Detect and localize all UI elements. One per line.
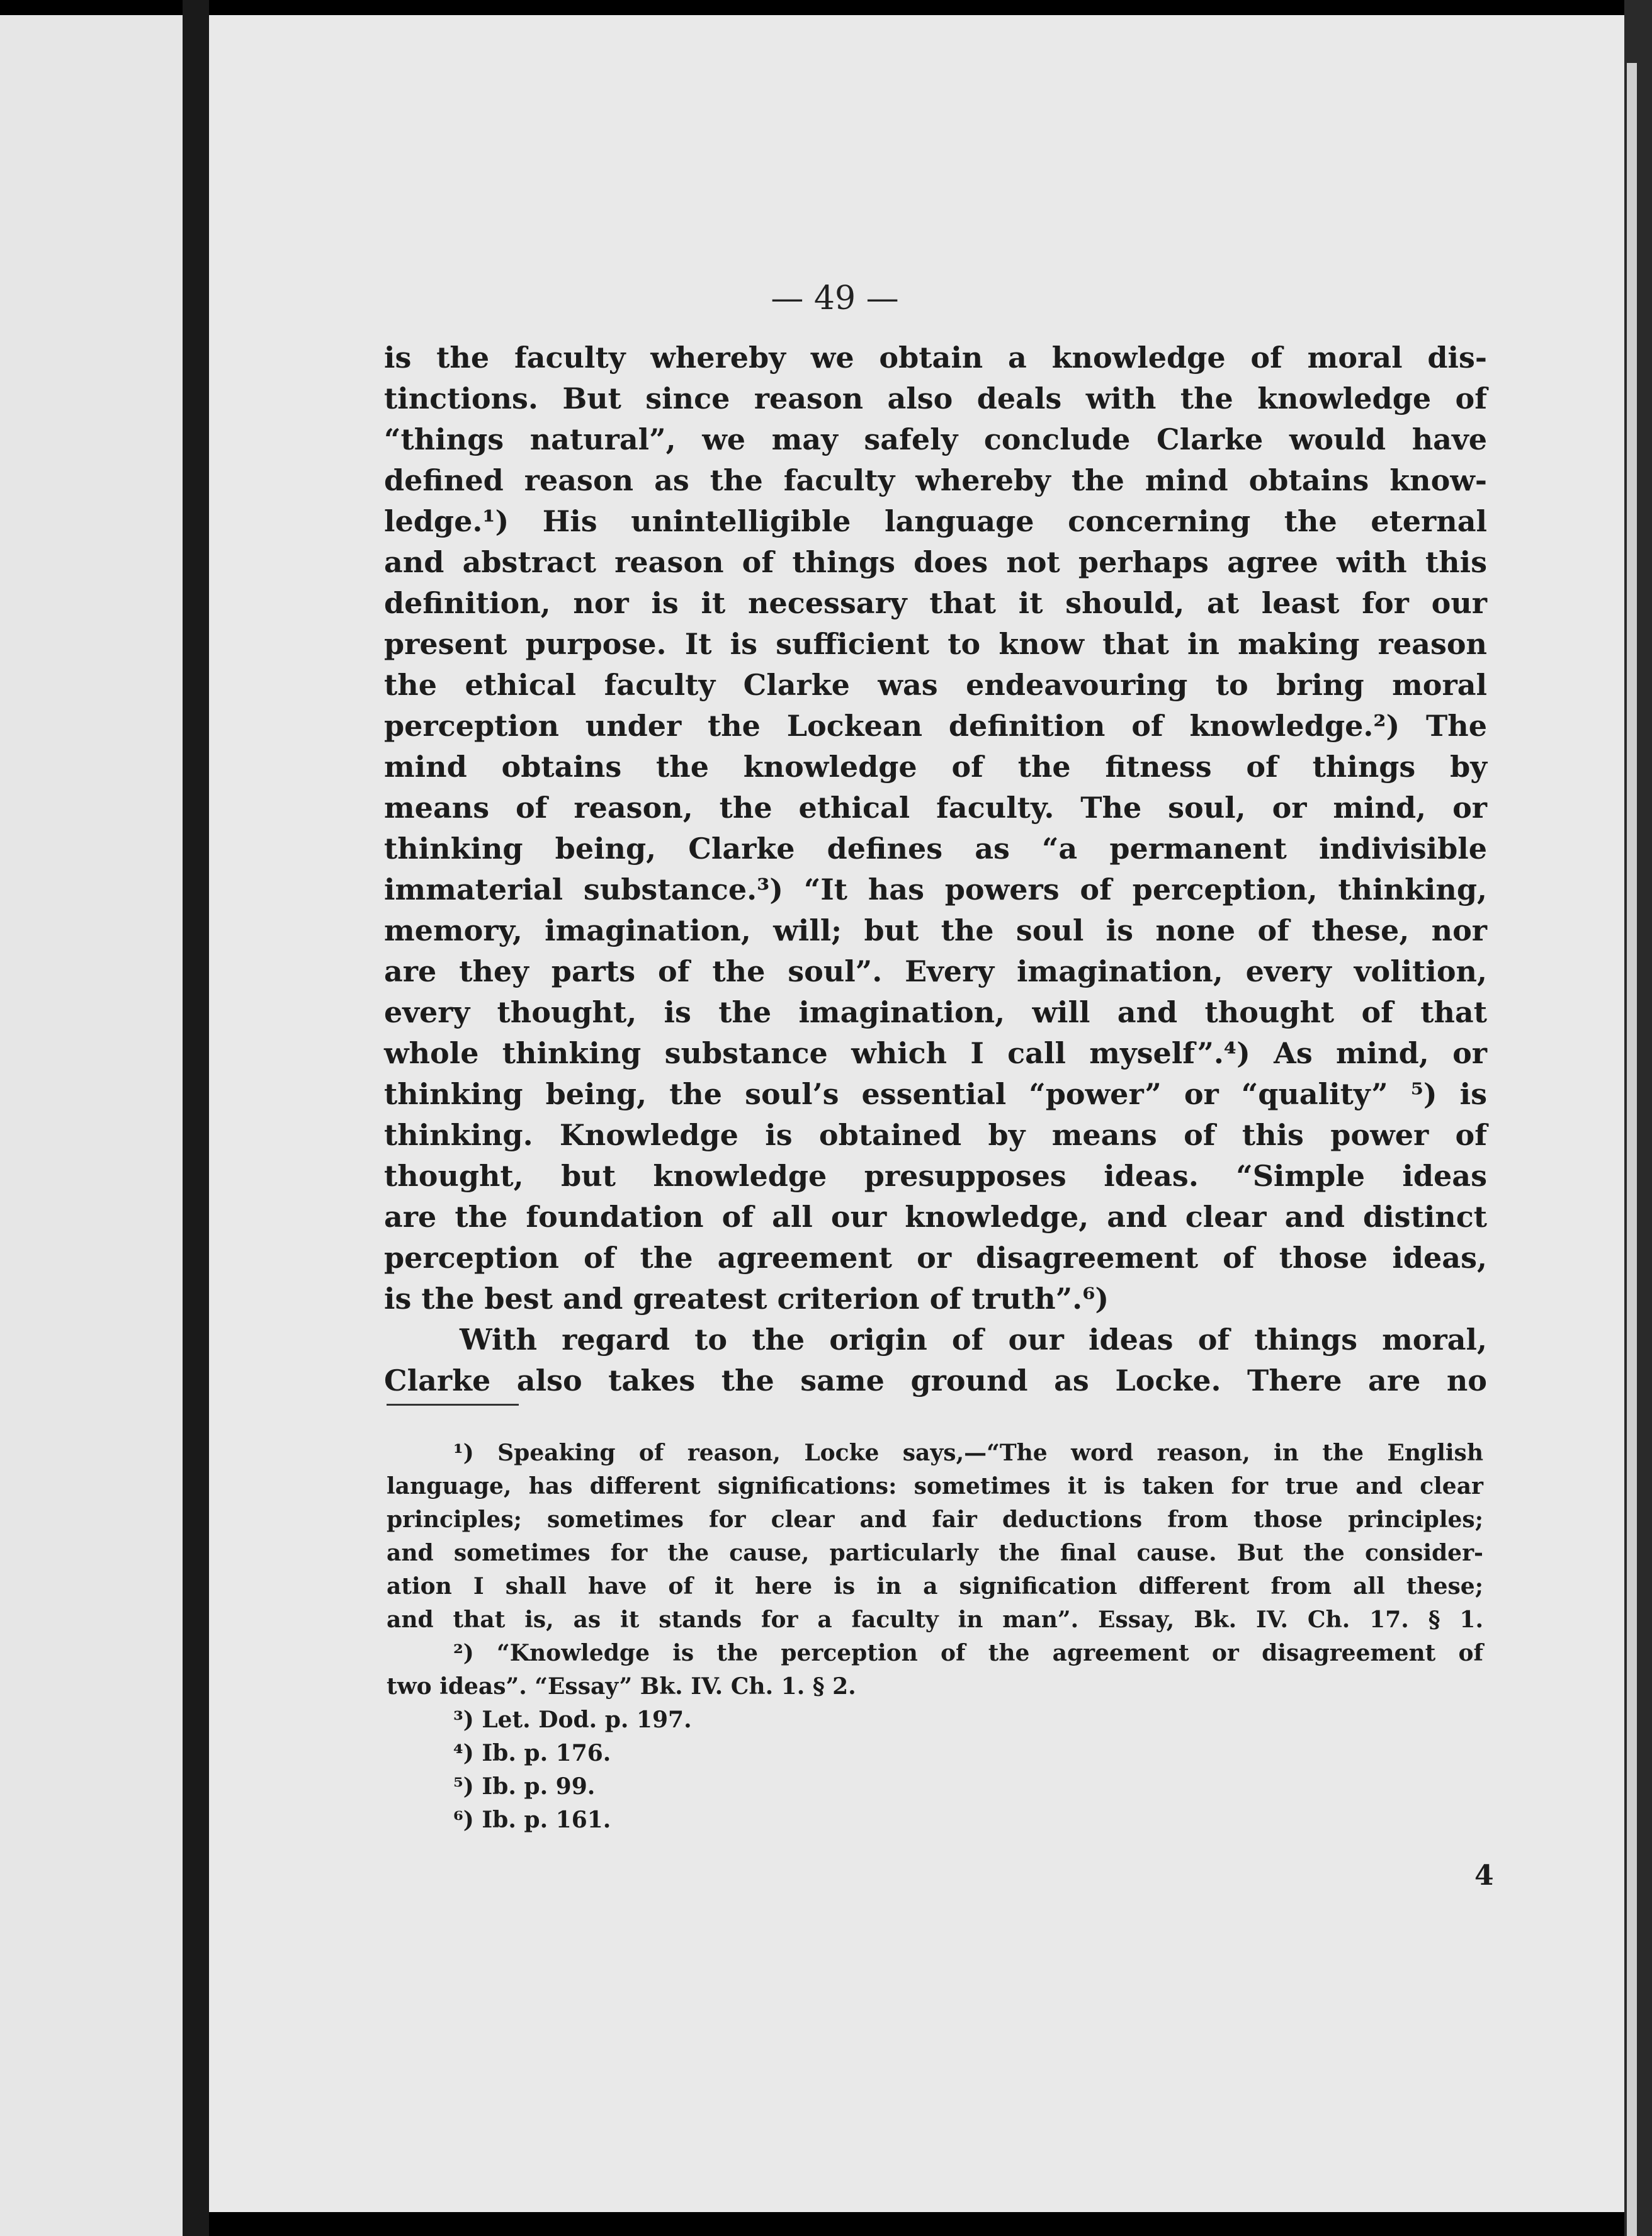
- footnote-ref: ⁴) Ib. p. 176.: [453, 1740, 611, 1766]
- text-line: means of reason, the ethical faculty. The soul, or mind, or: [384, 791, 1487, 825]
- footnote-line: and that is, as it stands for a faculty in man”. Essay, Bk. IV. Ch. 17. § 1.: [387, 1606, 1483, 1633]
- footnote-ref: ⁵) Ib. p. 99.: [453, 1773, 596, 1800]
- text-line: thinking being, Clarke defines as “a permanent indivisible: [384, 832, 1487, 866]
- main-text: [384, 337, 1487, 1401]
- text-line: thought, but knowledge presupposes ideas. “Simple ideas: [384, 1159, 1487, 1193]
- footnote-line: principles; sometimes for clear and fair deductions from those principles;: [387, 1506, 1483, 1533]
- footnote-line: ²) “Knowledge is the perception of the agreement or disagreement of: [453, 1640, 1483, 1666]
- page-number: — 49 —: [771, 280, 899, 317]
- text-line: whole thinking substance which I call myself”.⁴) As mind, or: [384, 1036, 1487, 1070]
- text-line: are they parts of the soul”. Every imagination, every volition,: [384, 954, 1487, 988]
- text-line: thinking being, the soul’s essential “power” or “quality” ⁵) is: [384, 1077, 1487, 1111]
- footnote-rule: [387, 1404, 519, 1406]
- footnote-line: ation I shall have of it here is in a signification different from all these;: [387, 1573, 1483, 1600]
- text-line: is the best and greatest criterion of truth”.⁶): [384, 1282, 1109, 1316]
- facing-page-edge: [0, 15, 183, 2236]
- text-line: definition, nor is it necessary that it should, at least for our: [384, 586, 1487, 620]
- text-line: is the faculty whereby we obtain a knowledge of moral dis-: [384, 341, 1487, 375]
- book-gutter: [183, 0, 209, 2236]
- text-line: ledge.¹) His unintelligible language concerning the eternal: [384, 504, 1487, 538]
- text-line: the ethical faculty Clarke was endeavouring to bring moral: [384, 668, 1487, 702]
- text-line: are the foundation of all our knowledge, and clear and distinct: [384, 1200, 1487, 1234]
- text-line: immaterial substance.³) “It has powers of perception, thinking,: [384, 872, 1487, 906]
- footnote-line: ¹) Speaking of reason, Locke says,—“The word reason, in the English: [453, 1440, 1483, 1466]
- text-line: memory, imagination, will; but the soul is none of these, nor: [384, 913, 1487, 947]
- footnote-ref: ³) Let. Dod. p. 197.: [453, 1707, 692, 1733]
- book-page: [209, 15, 1624, 2212]
- text-line: tinctions. But since reason also deals with the knowledge of: [384, 381, 1487, 415]
- footnote-line: and sometimes for the cause, particularly the final cause. But the consider-: [387, 1540, 1483, 1566]
- text-line: present purpose. It is sufficient to know that in making reason: [384, 627, 1487, 661]
- text-line: With regard to the origin of our ideas of things moral,: [460, 1323, 1487, 1357]
- page-edge-highlight: [1627, 63, 1637, 2236]
- footnote-ref: ⁶) Ib. p. 161.: [453, 1807, 611, 1833]
- text-line: mind obtains the knowledge of the fitness of things by: [384, 750, 1487, 784]
- text-line: perception under the Lockean definition of knowledge.²) The: [384, 709, 1487, 743]
- text-line: perception of the agreement or disagreement of those ideas,: [384, 1241, 1487, 1275]
- text-line: Clarke also takes the same ground as Locke. There are no: [384, 1364, 1487, 1398]
- footnotes: [387, 1437, 1483, 1837]
- signature-mark: 4: [1474, 1860, 1494, 1892]
- footnote-line: two ideas”. “Essay” Bk. IV. Ch. 1. § 2.: [387, 1673, 856, 1700]
- footnote-line: language, has different significations: sometimes it is taken for true and clear: [387, 1473, 1483, 1499]
- right-page-edge: [1624, 0, 1652, 2236]
- text-line: every thought, is the imagination, will and thought of that: [384, 995, 1487, 1029]
- text-line: thinking. Knowledge is obtained by means of this power of: [384, 1118, 1487, 1152]
- text-line: “things natural”, we may safely conclude Clarke would have: [384, 422, 1487, 456]
- text-line: defined reason as the faculty whereby the mind obtains know-: [384, 463, 1487, 497]
- text-line: and abstract reason of things does not perhaps agree with this: [384, 545, 1487, 579]
